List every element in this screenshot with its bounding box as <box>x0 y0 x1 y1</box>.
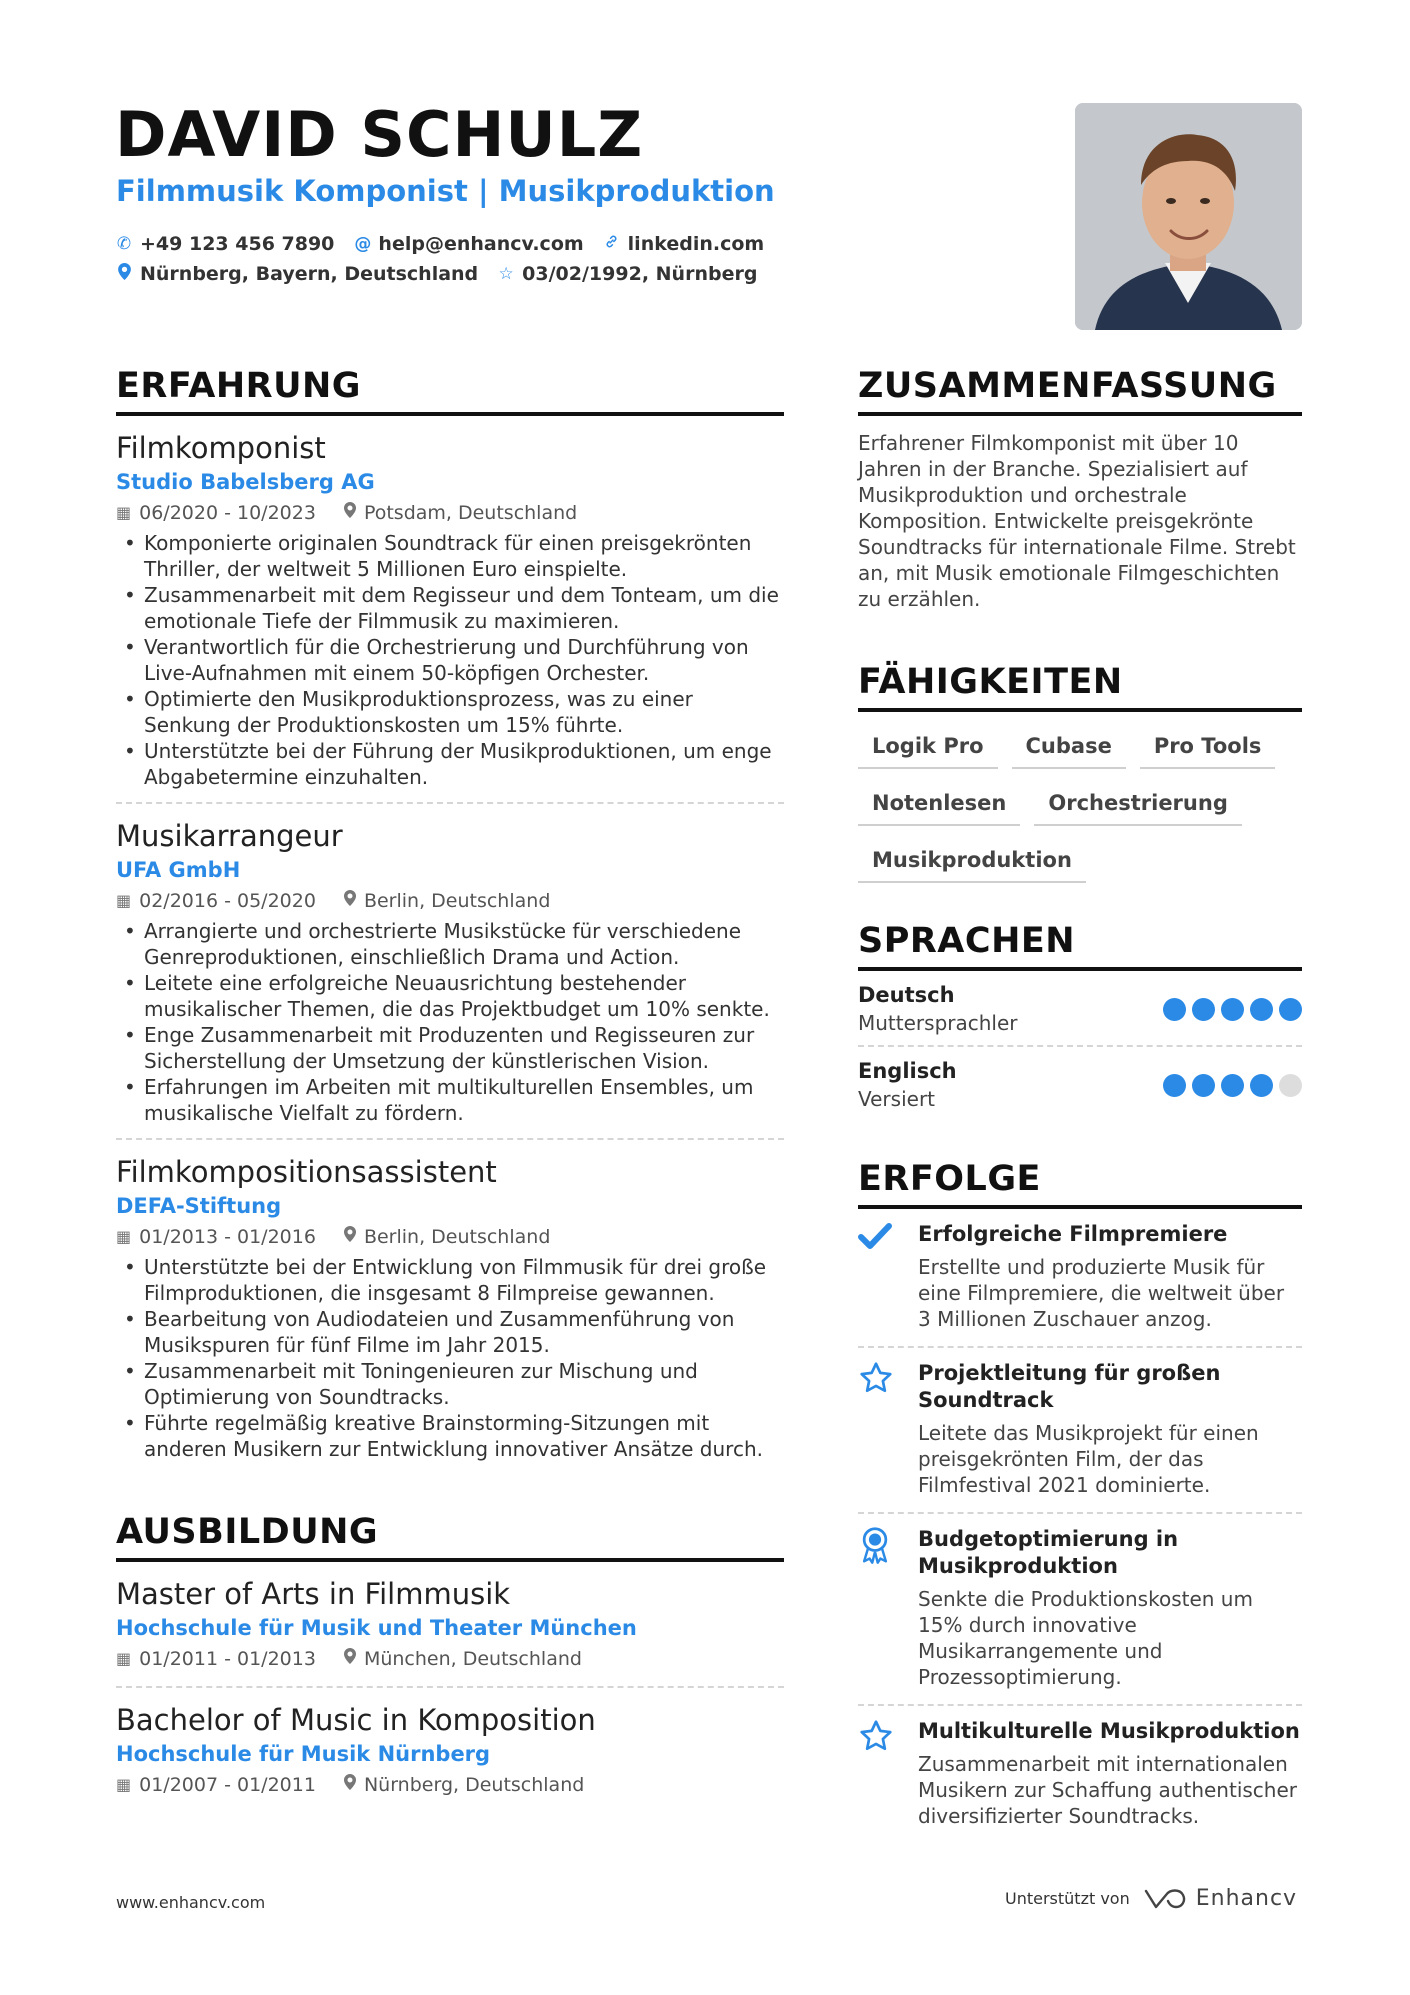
achievement-entry <box>858 1514 1302 1706</box>
degree-title: Master of Arts in Filmmusik <box>116 1577 511 1611</box>
calendar-icon: ▦ <box>116 1649 132 1668</box>
experience-title: ERFAHRUNG <box>116 366 784 416</box>
rating-dot-filled <box>1192 1074 1215 1097</box>
bullet: • Erfahrungen im Arbeiten mit multikulturellen Ensembles, um musikalische Vielfalt zu fördern. <box>116 1074 784 1126</box>
bullet: • Führte regelmäßig kreative Brainstorming-Sitzungen mit anderen Musikern zur Entwicklung innovativer Ansätze durch. <box>116 1410 784 1462</box>
footer-website[interactable]: www.enhancv.com <box>116 1893 266 1912</box>
map-pin-icon <box>344 1644 356 1674</box>
rating-dot-filled <box>1163 1074 1186 1097</box>
star-icon <box>858 1718 918 1829</box>
achievement-entry <box>858 1348 1302 1514</box>
achievement-desc: Leitete das Musikprojekt für einen preisgekrönten Film, der das Filmfestival 2021 dominierte. <box>918 1421 1259 1497</box>
powered-by-text: Unterstützt von <box>1005 1889 1130 1908</box>
birth-text: 03/02/1992, Nürnberg <box>522 263 758 285</box>
checkmark-icon <box>858 1221 918 1332</box>
job-dates: 02/2016 - 05/2020 <box>139 890 316 912</box>
achievement-title: Erfolgreiche Filmpremiere <box>918 1222 1228 1246</box>
language-entry <box>858 971 1302 1047</box>
contact-info <box>116 229 796 289</box>
language-name: Englisch <box>858 1059 957 1083</box>
skill-tag: Pro Tools <box>1140 730 1276 769</box>
job-bullets <box>116 530 784 790</box>
rating-dot-filled <box>1221 998 1244 1021</box>
bullet: • Enge Zusammenarbeit mit Produzenten und Regisseuren zur Sicherstellung der Umsetzung der künstlerischen Vision. <box>116 1022 784 1074</box>
bullet: • Bearbeitung von Audiodateien und Zusammenführung von Musikspuren für fünf Filme im Jahr 2015. <box>116 1306 784 1358</box>
company-name[interactable]: DEFA-Stiftung <box>116 1194 282 1218</box>
education-entry <box>116 1576 784 1688</box>
star-icon <box>858 1360 918 1498</box>
link-icon <box>604 234 620 254</box>
bullet: • Verantwortlich für die Orchestrierung und Durchführung von Live-Aufnahmen mit einem 50-köpfigen Orchester. <box>116 634 784 686</box>
at-icon: @ <box>354 234 372 254</box>
calendar-icon: ▦ <box>116 891 132 910</box>
location-text: Nürnberg, Bayern, Deutschland <box>140 263 479 285</box>
map-pin-icon <box>344 1770 356 1800</box>
location-contact <box>116 263 478 285</box>
rating-dot-filled <box>1192 998 1215 1021</box>
job-title: Filmkompositionsassistent <box>116 1155 497 1189</box>
achievement-desc: Senkte die Produktionskosten um 15% durch innovative Musikarrangemente und Prozessoptimierung. <box>918 1587 1253 1689</box>
job-dates: 06/2020 - 10/2023 <box>139 502 316 524</box>
education-dates: 01/2011 - 01/2013 <box>139 1648 316 1670</box>
languages-title: SPRACHEN <box>858 921 1302 971</box>
enhancv-brand: Enhancv <box>1195 1886 1298 1911</box>
summary-title: ZUSAMMENFASSUNG <box>858 366 1302 416</box>
job-bullets <box>116 918 784 1126</box>
star-icon: ☆ <box>498 264 514 284</box>
job-entry <box>116 430 784 804</box>
bullet: • Arrangierte und orchestrierte Musikstücke für verschiedene Genreproduktionen, einschließlich Drama und Action. <box>116 918 784 970</box>
bullet: • Zusammenarbeit mit Toningenieuren zur Mischung und Optimierung von Soundtracks. <box>116 1358 784 1410</box>
language-name: Deutsch <box>858 983 955 1007</box>
achievements-title: ERFOLGE <box>858 1159 1302 1209</box>
job-dates: 01/2013 - 01/2016 <box>139 1226 316 1248</box>
company-name[interactable]: Studio Babelsberg AG <box>116 470 375 494</box>
phone-text: +49 123 456 7890 <box>140 233 335 255</box>
job-entry <box>116 1154 784 1474</box>
company-name[interactable]: UFA GmbH <box>116 858 241 882</box>
achievement-desc: Zusammenarbeit mit internationalen Musikern zur Schaffung authentischer diversifizierter Soundtracks. <box>918 1752 1297 1828</box>
degree-title: Bachelor of Music in Komposition <box>116 1703 596 1737</box>
rating-dot-filled <box>1250 998 1273 1021</box>
school-name[interactable]: Hochschule für Musik und Theater München <box>116 1616 637 1640</box>
job-location: Berlin, Deutschland <box>363 890 551 912</box>
birth-contact <box>498 263 757 285</box>
job-title: Filmkomponist <box>116 431 326 465</box>
skill-tag: Orchestrierung <box>1034 787 1241 826</box>
job-bullets <box>116 1254 784 1462</box>
skills-title: FÄHIGKEITEN <box>858 662 1302 712</box>
job-meta <box>116 1222 784 1252</box>
left-column <box>116 366 784 1822</box>
education-entry <box>116 1702 784 1812</box>
school-name[interactable]: Hochschule für Musik Nürnberg <box>116 1742 491 1766</box>
bullet: • Zusammenarbeit mit dem Regisseur und dem Tonteam, um die emotionale Tiefe der Filmmusik zu maximieren. <box>116 582 784 634</box>
job-location: Berlin, Deutschland <box>363 1226 551 1248</box>
achievement-title: Budgetoptimierung in Musikproduktion <box>918 1527 1179 1578</box>
calendar-icon: ▦ <box>116 503 132 522</box>
phone-contact[interactable] <box>116 233 334 255</box>
candidate-name: DAVID SCHULZ <box>115 98 644 171</box>
achievement-title: Multikulturelle Musikproduktion <box>918 1719 1300 1743</box>
summary-text: Erfahrener Filmkomponist mit über 10 Jahren in der Branche. Spezialisiert auf Musikproduktion und orchestrale Komposition. Entwickelte preisgekrönte Soundtracks für internationale Filme. Strebt an, mit Musik emotionale Filmgeschichten zu erzählen. <box>858 431 1296 611</box>
skill-tag: Musikproduktion <box>858 844 1086 883</box>
education-title: AUSBILDUNG <box>116 1512 784 1562</box>
calendar-icon: ▦ <box>116 1227 132 1246</box>
calendar-icon: ▦ <box>116 1775 132 1794</box>
map-pin-icon <box>344 1222 356 1252</box>
bullet: • Optimierte den Musikproduktionsprozess, was zu einer Senkung der Produktionskosten um 15% führte. <box>116 686 784 738</box>
bullet: • Unterstützte bei der Entwicklung von Filmmusik für drei große Filmproduktionen, die insgesamt 8 Filmpreise gewannen. <box>116 1254 784 1306</box>
job-location: Potsdam, Deutschland <box>363 502 578 524</box>
profile-photo <box>1075 103 1302 330</box>
education-meta <box>116 1644 784 1674</box>
language-rating <box>1157 998 1302 1021</box>
map-pin-icon <box>116 263 132 285</box>
achievement-entry <box>858 1706 1302 1843</box>
skill-tag: Cubase <box>1012 730 1126 769</box>
language-level: Versiert <box>858 1087 936 1111</box>
rating-dot-filled <box>1163 998 1186 1021</box>
education-dates: 01/2007 - 01/2011 <box>139 1774 316 1796</box>
rating-dot-empty <box>1279 1074 1302 1097</box>
email-text: help@enhancv.com <box>378 233 584 255</box>
rating-dot-filled <box>1279 998 1302 1021</box>
skill-tag: Logik Pro <box>858 730 998 769</box>
map-pin-icon <box>344 886 356 916</box>
education-location: München, Deutschland <box>363 1648 582 1670</box>
education-location: Nürnberg, Deutschland <box>363 1774 585 1796</box>
language-level: Muttersprachler <box>858 1011 1018 1035</box>
footer-branding <box>1005 1886 1297 1911</box>
language-entry <box>858 1047 1302 1121</box>
job-title: Musikarrangeur <box>116 819 343 853</box>
phone-icon: ✆ <box>116 234 132 254</box>
linkedin-text: linkedin.com <box>627 233 765 255</box>
job-entry <box>116 818 784 1140</box>
map-pin-icon <box>344 498 356 528</box>
achievement-title: Projektleitung für großen Soundtrack <box>918 1361 1221 1412</box>
job-meta <box>116 498 784 528</box>
skills-list <box>858 730 1302 901</box>
education-meta <box>116 1770 784 1800</box>
job-meta <box>116 886 784 916</box>
bullet: • Leitete eine erfolgreiche Neuausrichtung bestehender musikalischer Themen, die das Projektbudget um 10% senkte. <box>116 970 784 1022</box>
language-rating <box>1157 1074 1302 1097</box>
right-column <box>858 366 1302 1843</box>
skill-tag: Notenlesen <box>858 787 1020 826</box>
candidate-headline: Filmmusik Komponist | Musikproduktion <box>116 174 775 208</box>
award-icon <box>858 1526 918 1690</box>
bullet: • Komponierte originalen Soundtrack für einen preisgekrönten Thriller, der weltweit 5 Millionen Euro einspielte. <box>116 530 784 582</box>
bullet: • Unterstützte bei der Führung der Musikproduktionen, um enge Abgabetermine einzuhalten. <box>116 738 784 790</box>
rating-dot-filled <box>1250 1074 1273 1097</box>
rating-dot-filled <box>1221 1074 1244 1097</box>
achievement-desc: Erstellte und produzierte Musik für eine Filmpremiere, die weltweit über 3 Millionen Zuschauer anzog. <box>918 1255 1285 1331</box>
enhancv-logo-icon <box>1142 1887 1188 1911</box>
linkedin-contact[interactable] <box>604 233 765 255</box>
email-contact[interactable] <box>354 233 583 255</box>
achievement-entry <box>858 1209 1302 1348</box>
